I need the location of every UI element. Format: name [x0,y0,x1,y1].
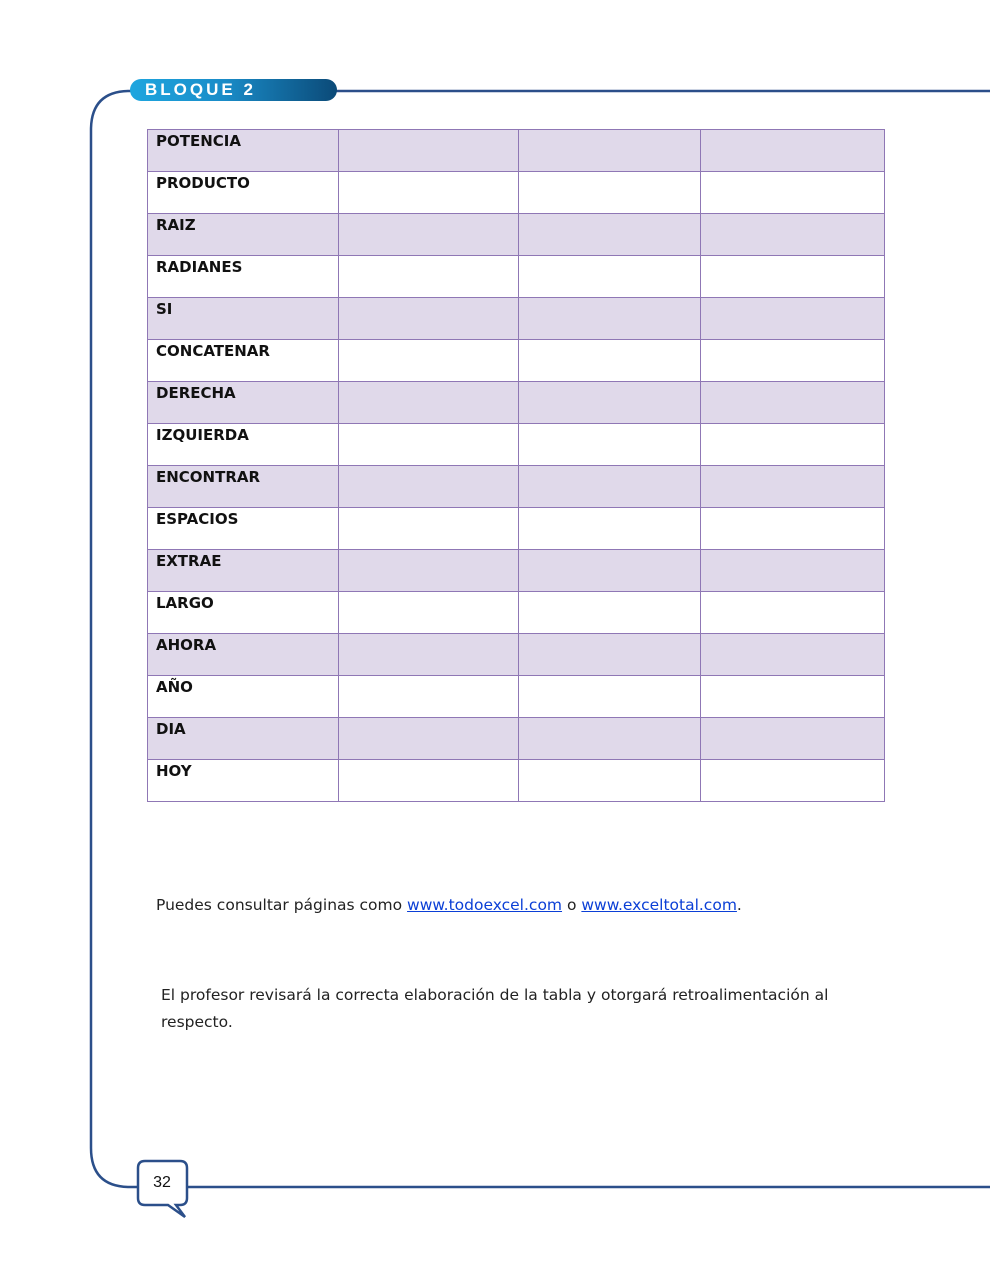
empty-cell [339,508,519,550]
table-row [148,550,885,592]
empty-cell [701,130,885,172]
empty-cell [701,382,885,424]
empty-cell [701,424,885,466]
table-row [148,760,885,802]
link-exceltotal[interactable]: www.exceltotal.com [581,896,737,914]
table-row [148,676,885,718]
table-row [148,634,885,676]
empty-cell [519,256,701,298]
empty-cell [701,676,885,718]
empty-cell [519,172,701,214]
function-name: ESPACIOS [148,508,339,550]
empty-cell [339,634,519,676]
empty-cell [339,550,519,592]
table-row [148,340,885,382]
table-row [148,172,885,214]
empty-cell [701,634,885,676]
empty-cell [339,298,519,340]
consult-text [156,896,742,914]
empty-cell [339,592,519,634]
table-row [148,382,885,424]
empty-cell [519,340,701,382]
empty-cell [701,172,885,214]
empty-cell [519,298,701,340]
page-number: 32 [153,1174,171,1191]
function-name: LARGO [148,592,339,634]
empty-cell [701,466,885,508]
function-name: DIA [148,718,339,760]
empty-cell [339,340,519,382]
empty-cell [339,466,519,508]
section-badge: BLOQUE 2 [130,79,337,101]
empty-cell [519,508,701,550]
empty-cell [519,718,701,760]
empty-cell [339,760,519,802]
empty-cell [519,760,701,802]
empty-cell [519,466,701,508]
empty-cell [339,256,519,298]
empty-cell [519,592,701,634]
empty-cell [519,424,701,466]
empty-cell [701,508,885,550]
empty-cell [519,634,701,676]
function-name: POTENCIA [148,130,339,172]
table-row [148,592,885,634]
empty-cell [339,718,519,760]
link-todoexcel[interactable]: www.todoexcel.com [407,896,563,914]
consult-suffix: . [736,896,742,914]
consult-prefix: Puedes consultar páginas como [156,896,408,914]
function-name: SI [148,298,339,340]
empty-cell [701,760,885,802]
empty-cell [519,382,701,424]
empty-cell [701,340,885,382]
empty-cell [339,424,519,466]
empty-cell [339,676,519,718]
empty-cell [339,382,519,424]
table-row [148,424,885,466]
empty-cell [701,718,885,760]
review-text: El profesor revisará la correcta elaboración de la tabla y otorgará retroalimentación al respecto. [161,986,829,1031]
function-name: RADIANES [148,256,339,298]
empty-cell [519,130,701,172]
functions-table [147,129,885,802]
empty-cell [701,256,885,298]
empty-cell [339,172,519,214]
table-row [148,298,885,340]
empty-cell [519,676,701,718]
function-name: PRODUCTO [148,172,339,214]
function-name: ENCONTRAR [148,466,339,508]
table-row [148,130,885,172]
empty-cell [701,550,885,592]
table-row [148,466,885,508]
function-name: HOY [148,760,339,802]
table-row [148,508,885,550]
empty-cell [519,214,701,256]
function-name: AHORA [148,634,339,676]
table-row [148,214,885,256]
function-name: DERECHA [148,382,339,424]
function-name: IZQUIERDA [148,424,339,466]
empty-cell [701,298,885,340]
empty-cell [701,214,885,256]
table-row [148,256,885,298]
table-row [148,718,885,760]
function-name: EXTRAE [148,550,339,592]
empty-cell [339,130,519,172]
empty-cell [339,214,519,256]
function-name: CONCATENAR [148,340,339,382]
function-name: AÑO [148,676,339,718]
empty-cell [701,592,885,634]
function-name: RAIZ [148,214,339,256]
empty-cell [519,550,701,592]
consult-mid: o [562,896,582,914]
